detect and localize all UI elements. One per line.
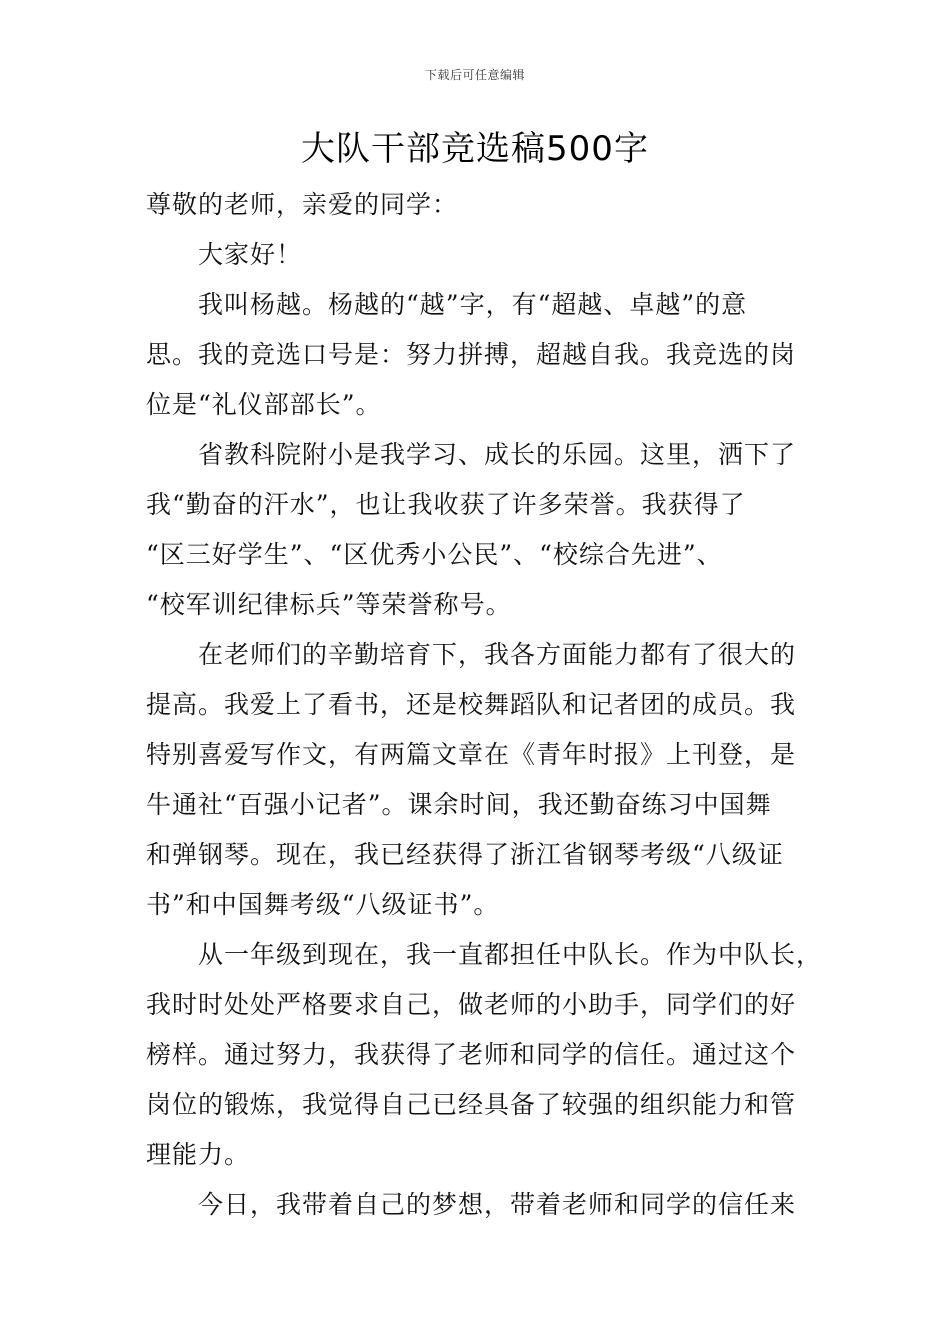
text-line: 大家好！ <box>146 240 303 269</box>
text-line: 尊敬的老师，亲爱的同学： <box>146 190 459 219</box>
text-line: 牛通社“百强小记者”。课余时间，我还勤奋练习中国舞 <box>146 790 772 819</box>
text-line: 岗位的锻炼，我觉得自己已经具备了较强的组织能力和管 <box>146 1090 797 1119</box>
text-line: 省教科院附小是我学习、成长的乐园。这里，洒下了 <box>146 440 797 469</box>
text-line: 今日，我带着自己的梦想，带着老师和同学的信任来 <box>146 1190 797 1219</box>
text-line: 从一年级到现在，我一直都担任中队长。作为中队长， <box>146 940 823 969</box>
text-line: “校军训纪律标兵”等荣誉称号。 <box>146 590 512 619</box>
page-title: 大队干部竞选稿500字 <box>301 129 649 169</box>
document-body <box>146 180 823 1230</box>
text-line: 提高。我爱上了看书，还是校舞蹈队和记者团的成员。我 <box>146 690 797 719</box>
text-line: 位是“礼仪部部长”。 <box>146 390 382 419</box>
text-line: 榜样。通过努力，我获得了老师和同学的信任。通过这个 <box>146 1040 797 1069</box>
text-line: 书”和中国舞考级“八级证书”。 <box>146 890 500 919</box>
text-line: 在老师们的辛勤培育下，我各方面能力都有了很大的 <box>146 640 797 669</box>
header-note: 下载后可任意编辑 <box>424 68 525 82</box>
text-line: 理能力。 <box>146 1140 251 1169</box>
text-line: “区三好学生”、“区优秀小公民”、“校综合先进”、 <box>146 540 723 569</box>
text-line: 我“勤奋的汗水”，也让我收获了许多荣誉。我获得了 <box>146 490 746 519</box>
text-line: 和弹钢琴。现在，我已经获得了浙江省钢琴考级“八级证 <box>146 840 784 869</box>
text-line: 我时时处处严格要求自己，做老师的小助手，同学们的好 <box>146 990 797 1019</box>
text-line: 思。我的竞选口号是：努力拼搏，超越自我。我竞选的岗 <box>146 340 797 369</box>
text-line: 特别喜爱写作文，有两篇文章在《青年时报》上刊登，是 <box>146 740 797 769</box>
text-line: 我叫杨越。杨越的“越”字，有“超越、卓越”的意 <box>146 290 748 319</box>
